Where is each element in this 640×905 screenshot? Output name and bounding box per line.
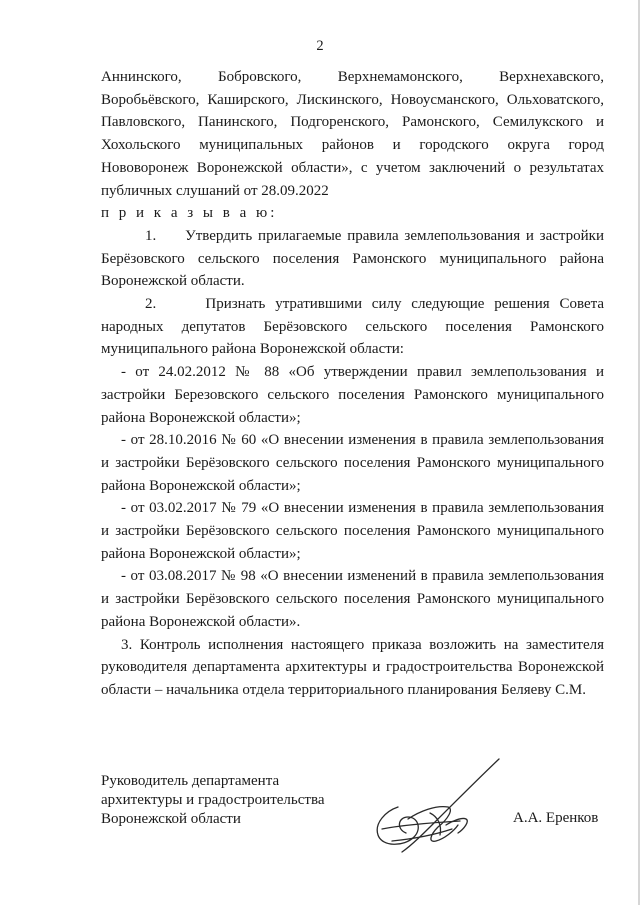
signatory-name: А.А. Еренков (513, 810, 599, 826)
signatory-title-line: архитектуры и градостроительства (101, 792, 325, 808)
intro-paragraph: Аннинского, Бобровского, Верхнемамонского, Верхнехавского, Воробьёвского, Каширского, Лискинского, Новоусманского, Ольховатского, Павловского, Панинского, Подгоренского, Рамонского, Семилукского и Хохольского муниципальных районов и городского округа город Нововоронеж Воронежской области», с учетом заключений о результатах публичных слушаний от 28.09.2022 (101, 69, 604, 199)
repealed-decision-1: - от 24.02.2012 № 88 «Об утверждении правил землепользования и застройки Березовского сельского поселения Рамонского муниципального района Воронежской области»; (101, 364, 604, 426)
document-body (101, 66, 604, 702)
order-item-3: 3. Контроль исполнения настоящего приказа возложить на заместителя руководителя департамента архитектуры и градостроительства Воронежской области – начальника отдела территориального планирования Беляеву С.М. (101, 636, 604, 698)
prikaz-heading: п р и к а з ы в а ю: (101, 205, 278, 222)
repealed-decision-3: - от 03.02.2017 № 79 «О внесении изменения в правила землепользования и застройки Берёзовского сельского поселения Рамонского муниципального района Воронежской области»; (101, 500, 604, 562)
signatory-title-line: Воронежской области (101, 811, 241, 827)
signatory-title-line: Руководитель департамента (101, 773, 280, 789)
order-item-1: 1. Утвердить прилагаемые правила землепользования и застройки Берёзовского сельского поселения Рамонского муниципального района Воронежской области. (101, 227, 604, 290)
repealed-decision-4: - от 03.08.2017 № 98 «О внесении изменений в правила землепользования и застройки Берёзовского сельского поселения Рамонского муниципального района Воронежской области». (101, 568, 604, 630)
order-item-2: 2. Признать утратившими силу следующие решения Совета народных депутатов Берёзовского сельского поселения Рамонского муниципального района Воронежской области: (101, 296, 604, 358)
signatory-title (101, 772, 324, 829)
repealed-decision-2: - от 28.10.2016 № 60 «О внесении изменения в правила землепользования и застройки Берёзовского сельского поселения Рамонского муниципального района Воронежской области»; (101, 432, 604, 494)
page-number: 2 (316, 38, 324, 54)
handwritten-signature (362, 755, 512, 865)
